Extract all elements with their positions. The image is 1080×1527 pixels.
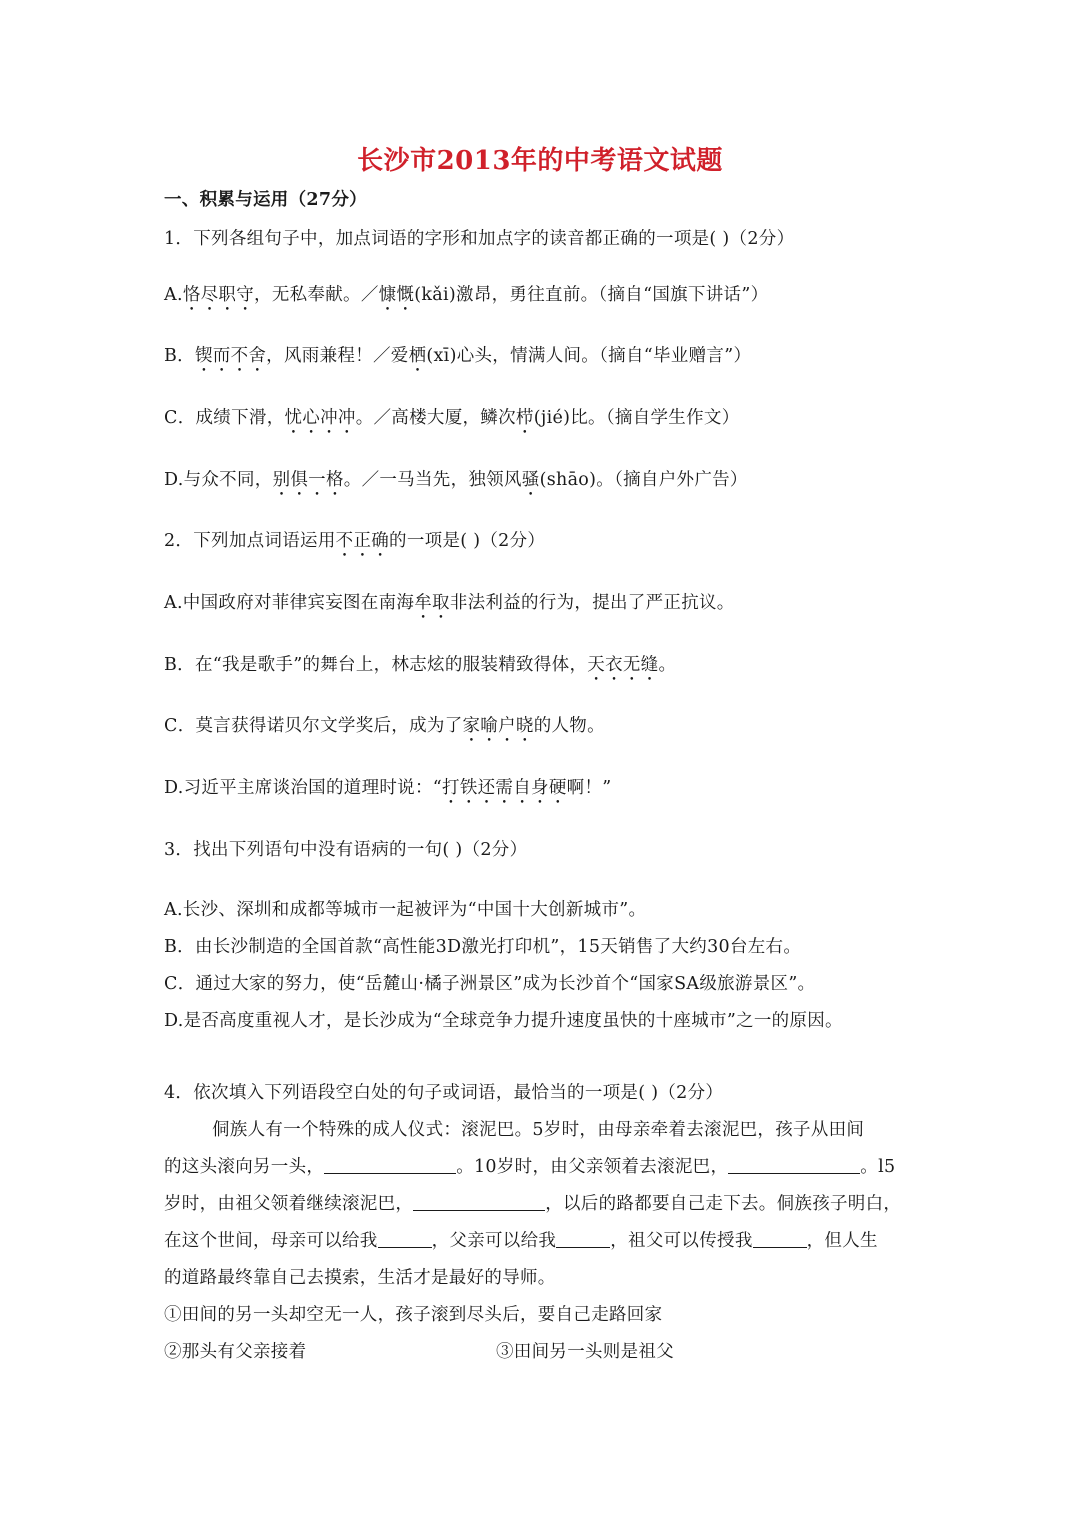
dotted-text: 别俱一格	[272, 470, 344, 490]
text: B．在“我是歌手”的舞台上，林志炫的服装精致得体，	[164, 655, 588, 675]
dotted-text: 栖	[408, 346, 427, 366]
q1-stem: 1．下列各组句子中，加点词语的字形和加点字的读音都正确的一项是( )（2分）	[164, 229, 795, 249]
q4-choice-2: ②那头有父亲接着	[164, 1342, 307, 1362]
dotted-text: 栉	[515, 408, 534, 428]
text: D.习近平主席谈治国的道理时说：“	[164, 778, 443, 798]
text: 2．下列加点词语运用	[164, 531, 336, 551]
text: 在这个世间，母亲可以给我	[164, 1231, 378, 1251]
q3-option-d: D.是否高度重视人才，是长沙成为“全球竞争力提升速度虽快的十座城市”之一的原因。	[164, 1011, 843, 1031]
fill-blank	[413, 1192, 545, 1211]
q4-passage-line: 的道路最终靠自己去摸索，生活才是最好的导师。	[164, 1268, 556, 1288]
q4-passage-line: 侗族人有一个特殊的成人仪式：滚泥巴。5岁时，由母亲牵着去滚泥巴，孩子从田间	[212, 1120, 865, 1140]
dotted-text: 锲而不舍	[194, 346, 267, 366]
q2-option-d	[164, 776, 611, 808]
q1-option-c	[164, 406, 740, 438]
q4-passage-line	[164, 1229, 878, 1253]
dotted-text: 恪尽职守	[182, 285, 255, 305]
q1-option-a	[164, 283, 768, 315]
text: 。／一马当先，独领风	[343, 470, 522, 490]
fill-blank	[728, 1155, 860, 1174]
dotted-text: 天衣无缝	[587, 655, 659, 675]
text: 的人物。	[533, 716, 605, 736]
text: (jié)比。（摘自学生作文）	[533, 408, 740, 428]
q4-passage-line	[164, 1155, 895, 1179]
q2-stem	[164, 529, 545, 561]
text: (kǎi)激昂，勇往直前。（摘自“国旗下讲话”）	[414, 285, 769, 305]
text: ，风雨兼程！／爱	[266, 346, 409, 366]
text: 非法利益的行为，提出了严正抗议。	[449, 593, 735, 613]
text: 的一项是( )（2分）	[389, 531, 546, 551]
q3-option-b: B．由长沙制造的全国首款“高性能3D激光打印机”，15天销售了大约30台左右。	[164, 937, 802, 957]
text: A.中国政府对菲律宾妄图在南海	[164, 593, 415, 613]
text: ，但人生	[806, 1231, 878, 1251]
text: C．成绩下滑，	[164, 408, 285, 428]
q4-choice-1: ①田间的另一头却空无一人，孩子滚到尽头后，要自己走路回家	[164, 1305, 663, 1325]
fill-blank	[556, 1229, 610, 1248]
dotted-text: 忧心冲冲	[284, 408, 356, 428]
text: ，父亲可以给我	[431, 1231, 557, 1251]
dotted-text: 不正确	[335, 531, 390, 551]
fill-blank	[753, 1229, 807, 1248]
q1-option-b	[164, 344, 751, 376]
text: 。10岁时，由父亲领着去滚泥巴，	[456, 1157, 729, 1177]
dotted-text: 打铁还需自身硬	[442, 778, 567, 798]
fill-blank	[324, 1155, 456, 1174]
text: 。／高楼大厦，鳞次	[355, 408, 516, 428]
page-title: 长沙市2013年的中考语文试题	[357, 146, 723, 176]
dotted-text: 慷慨	[378, 285, 415, 305]
text: 啊！”	[566, 778, 612, 798]
dotted-text: 家喻户晓	[462, 716, 534, 736]
q2-option-b	[164, 653, 676, 685]
text: C．莫言获得诺贝尔文学奖后，成为了	[164, 716, 463, 736]
q4-passage-line	[164, 1192, 901, 1216]
text: ，无私奉献。／	[254, 285, 379, 305]
q4-choice-3: ③田间另一头则是祖父	[496, 1342, 674, 1362]
section-heading: 一、积累与运用（27分）	[164, 190, 367, 210]
text: 的这头滚向另一头，	[164, 1157, 325, 1177]
q4-stem: 4．依次填入下列语段空白处的句子或词语，最恰当的一项是( )（2分）	[164, 1083, 724, 1103]
q2-option-c	[164, 714, 605, 746]
text: (xī)心头，情满人间。（摘自“毕业赠言”）	[426, 346, 752, 366]
text: ，以后的路都要自己走下去。侗族孩子明白，	[545, 1194, 902, 1214]
text: D.与众不同，	[164, 470, 273, 490]
dotted-text: 牟取	[414, 593, 450, 613]
text: 岁时，由祖父领着继续滚泥巴，	[164, 1194, 414, 1214]
q3-option-c: C．通过大家的努力，使“岳麓山·橘子洲景区”成为长沙首个“国家SA级旅游景区”。	[164, 974, 816, 994]
fill-blank	[378, 1229, 432, 1248]
q2-option-a	[164, 591, 735, 623]
text: A.	[164, 285, 183, 305]
text: 。l5	[860, 1157, 896, 1177]
text: (shāo)。（摘自户外广告）	[539, 470, 748, 490]
text: ，祖父可以传授我	[610, 1231, 753, 1251]
dotted-text: 骚	[521, 470, 540, 490]
q3-option-a: A.长沙、深圳和成都等城市一起被评为“中国十大创新城市”。	[164, 900, 647, 920]
q3-stem: 3．找出下列语句中没有语病的一句( )（2分）	[164, 840, 528, 860]
text: B．	[164, 346, 195, 366]
text: 。	[658, 655, 677, 675]
q1-option-d	[164, 468, 748, 500]
